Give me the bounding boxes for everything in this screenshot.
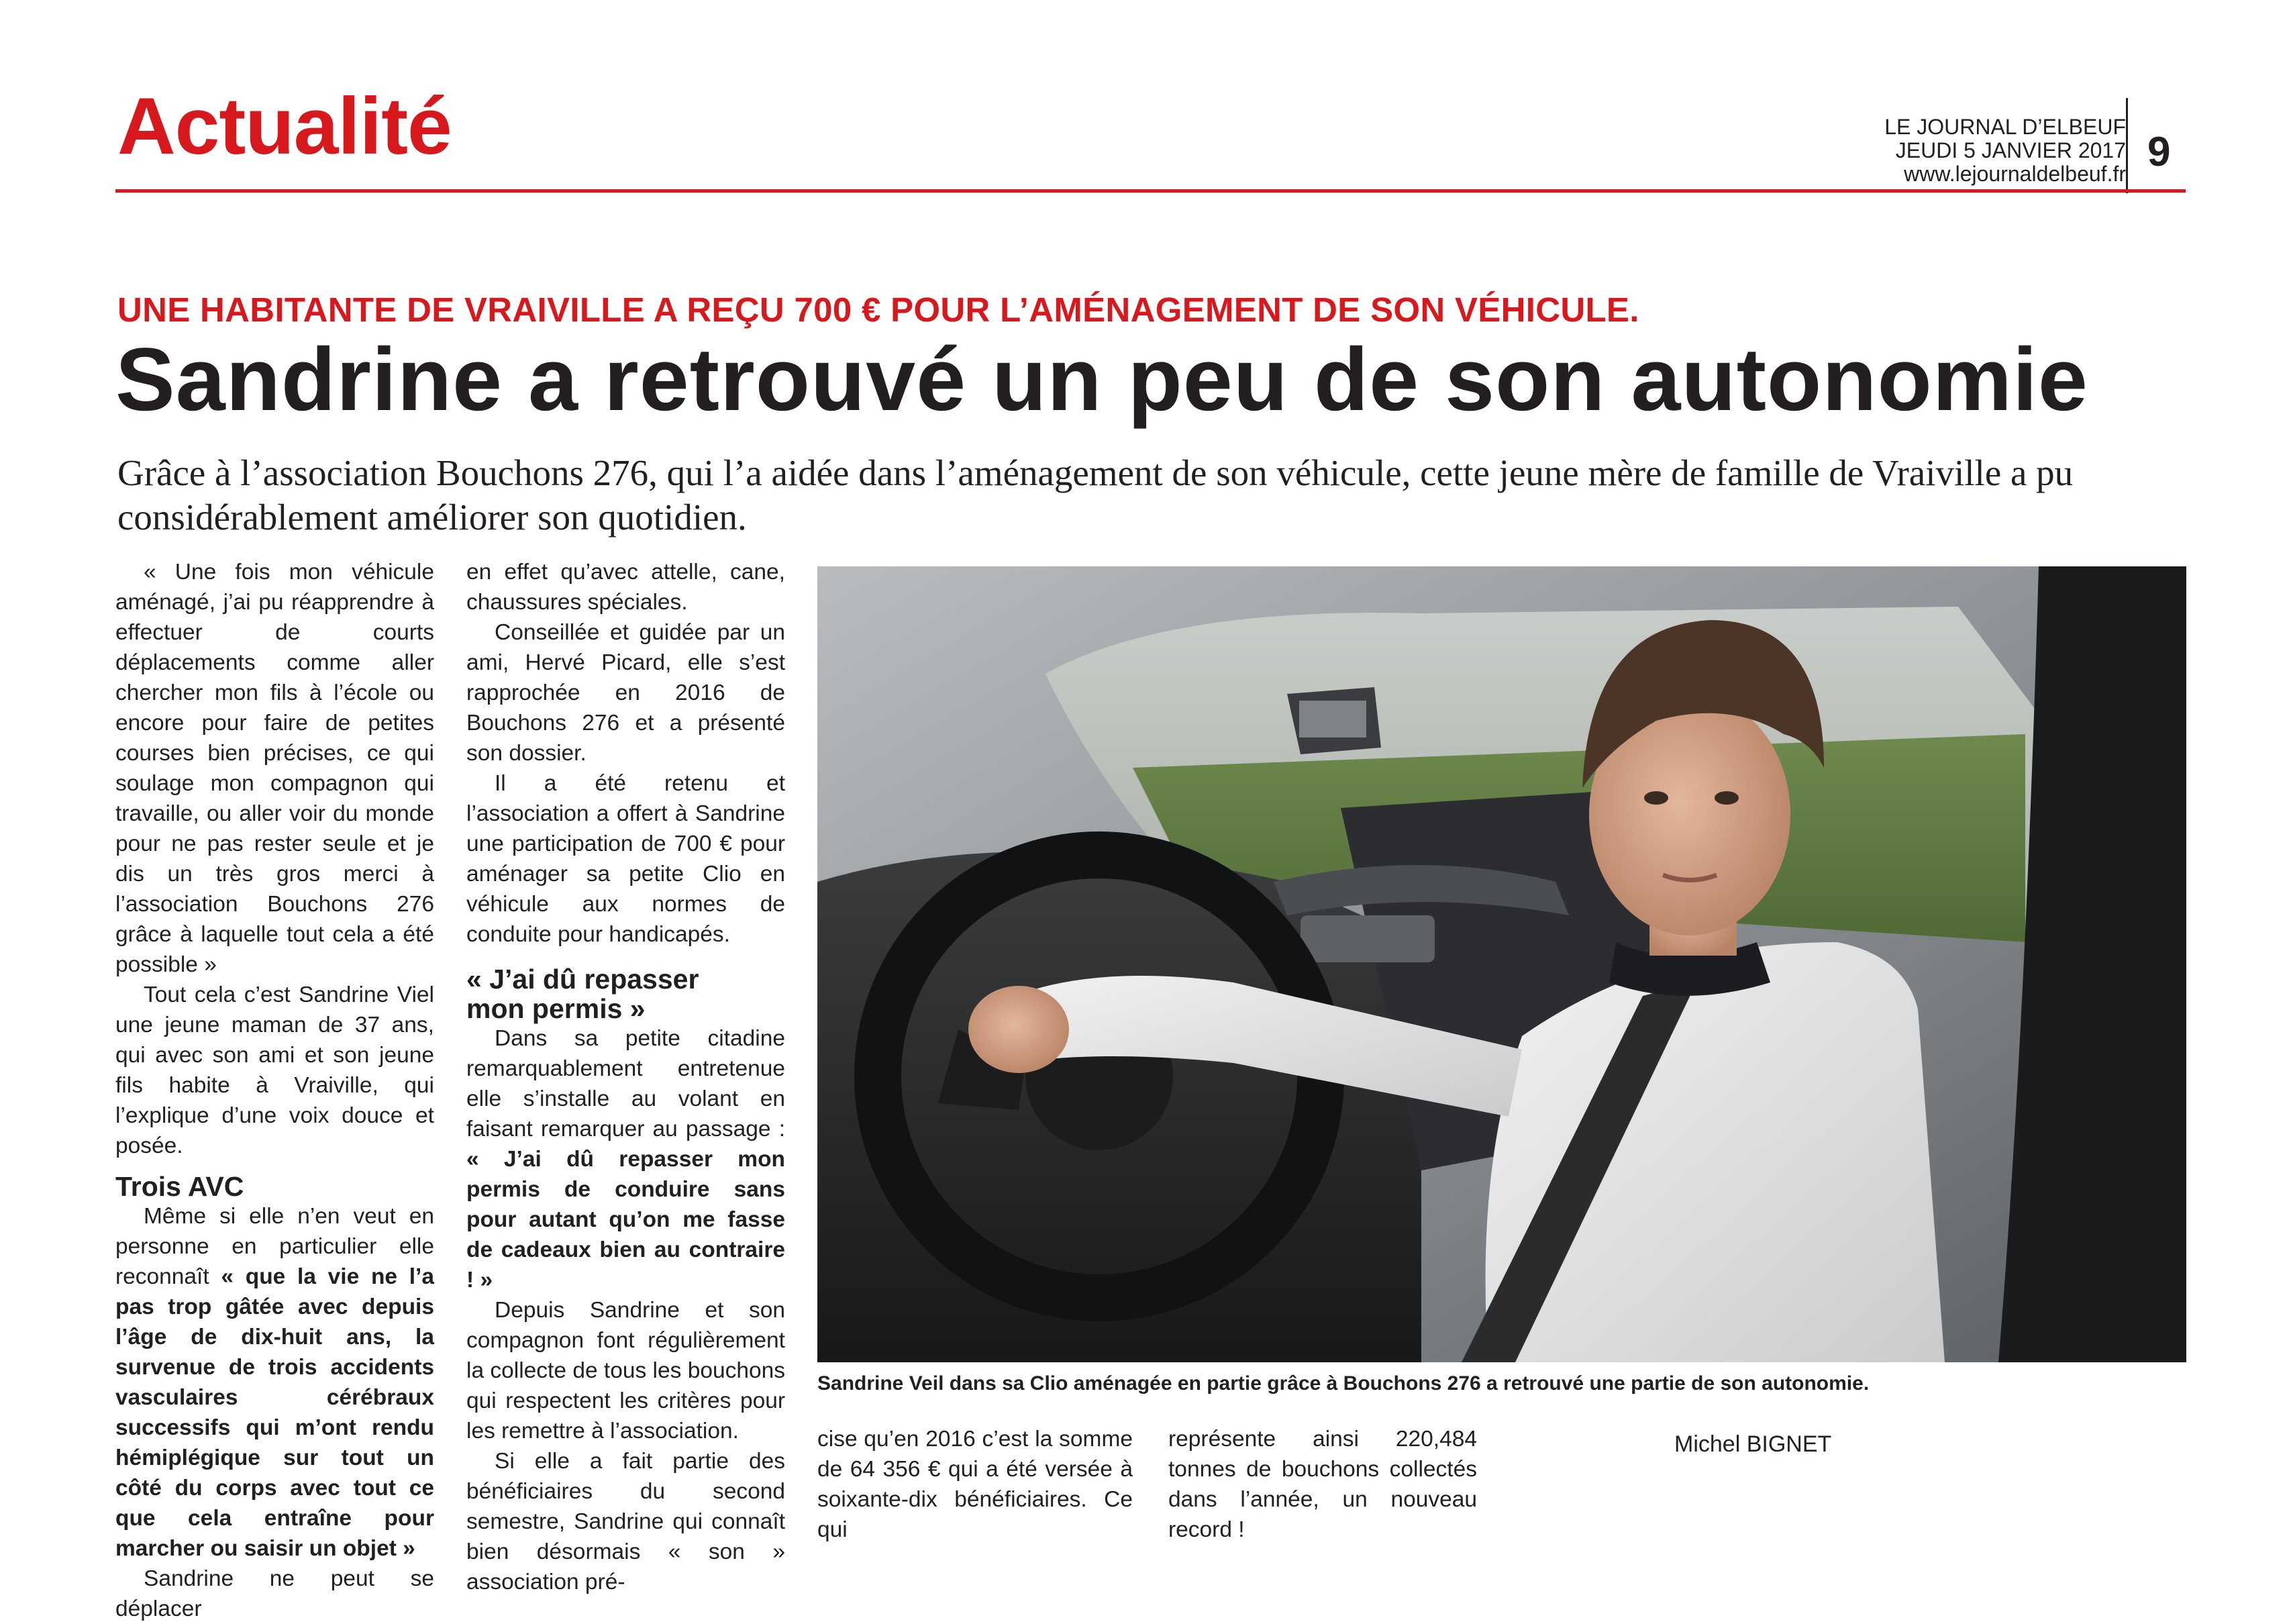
article-column-1: [115, 557, 434, 1624]
subheading: [466, 964, 785, 1023]
publication-website: www.lejournaldelbeuf.fr: [1904, 162, 2126, 186]
paragraph: cise qu’en 2016 c’est la somme de 64 356 € qui a été versée à soixante-dix bénéficiaires. Ce qui: [817, 1427, 1133, 1542]
paragraph: Depuis Sandrine et son compagnon font régulièrement la collecte de tous les bouchons qui respectent les critères pour les remettre à l’association.: [466, 1298, 785, 1443]
paragraph: représente ainsi 220,484 tonnes de bouchons collectés dans l’année, un nouveau record !: [1168, 1427, 1477, 1542]
article-headline: Sandrine a retrouvé un peu de son autonomie: [115, 330, 2088, 429]
subheading-line: « J’ai dû repasser: [466, 964, 699, 995]
car-interior-photo: [817, 566, 2186, 1362]
paragraph-text: Dans sa petite citadine remarquablement entretenue elle s’installe au volant en faisant remarquer au passage :: [466, 1026, 785, 1141]
paragraph-text: Même si elle n’en veut en personne en particulier elle reconnaît: [115, 1204, 434, 1289]
subheading: Trois AVC: [115, 1171, 244, 1202]
header-rule: [115, 189, 2186, 193]
article-photo: [817, 566, 2186, 1362]
paragraph: [115, 1201, 434, 1564]
paragraph: Sandrine ne peut se déplacer: [115, 1566, 434, 1621]
publication-name: LE JOURNAL D’ELBEUF: [1884, 115, 2126, 139]
paragraph: [466, 1023, 785, 1295]
paragraph: Conseillée et guidée par un ami, Hervé Picard, elle s’est rapprochée en 2016 de Bouchons 276 et a présenté son dossier.: [466, 620, 785, 766]
section-title: Actualité: [117, 81, 452, 171]
paragraph: « Une fois mon véhicule aménagé, j’ai pu réapprendre à effectuer de courts déplacements comme aller chercher mon fils à l’école ou encore pour faire de petites courses bien précises, ce qui soulage mon compagnon qui travaille, ou aller voir du monde pour ne pas rester seule et je dis un très gros merci à l’association Bouchons 276 grâce à laquelle tout cela a été possible »: [115, 560, 434, 977]
photo-caption: Sandrine Veil dans sa Clio aménagée en partie grâce à Bouchons 276 a retrouvé une partie de son autonomie.: [817, 1372, 1870, 1394]
paragraph: Il a été retenu et l’association a offert à Sandrine une participation de 700 € pour aménager sa petite Clio en véhicule aux normes de conduite pour handicapés.: [466, 771, 785, 947]
quote-text: « que la vie ne l’a pas trop gâtée avec depuis l’âge de dix-huit ans, la survenue de trois accidents vasculaires cérébraux successifs qui m’ont rendu hémiplégique sur tout un côté du corps avec tout ce que cela entraîne pour marcher ou saisir un objet »: [115, 1264, 434, 1561]
article-kicker: UNE HABITANTE DE VRAIVILLE A REÇU 700 € POUR L’AMÉNAGEMENT DE SON VÉHICULE.: [117, 291, 1639, 329]
publication-date: JEUDI 5 JANVIER 2017: [1895, 138, 2126, 162]
quote-text: « J’ai dû repasser mon permis de conduire sans pour autant qu’on me fasse de cadeaux bien au contraire ! »: [466, 1147, 785, 1292]
article-column-2: [466, 557, 785, 1597]
page-divider: [2126, 98, 2128, 193]
article-column-4: [1168, 1424, 1477, 1545]
article-chapo: Grâce à l’association Bouchons 276, qui l’a aidée dans l’aménagement de son véhicule, cette jeune mère de famille de Vraiville a pu considérablement améliorer son quotidien.: [117, 452, 2074, 538]
subheading-line: mon permis »: [466, 993, 646, 1024]
article-column-3: [817, 1424, 1133, 1545]
page-number: 9: [2147, 129, 2171, 175]
author-signature: Michel BIGNET: [1674, 1431, 1832, 1457]
paragraph: Si elle a fait partie des bénéficiaires du second semestre, Sandrine qui connaît bien désormais « son » association pré-: [466, 1449, 785, 1594]
paragraph: Tout cela c’est Sandrine Viel une jeune maman de 37 ans, qui avec son ami et son jeune fils habite à Vraiville, qui l’explique d’une voix douce et posée.: [115, 982, 434, 1158]
publication-info: [1884, 115, 2126, 186]
paragraph: en effet qu’avec attelle, cane, chaussures spéciales.: [466, 560, 785, 615]
